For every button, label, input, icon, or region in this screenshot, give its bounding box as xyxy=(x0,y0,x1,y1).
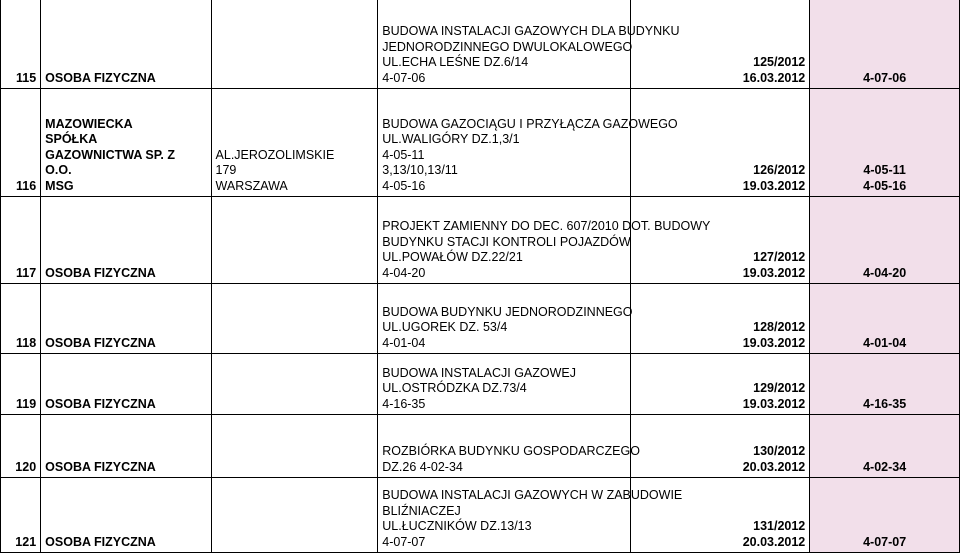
district-cell xyxy=(810,478,960,553)
investor-cell xyxy=(41,354,211,415)
district-cell xyxy=(810,354,960,415)
cell-line: 4-07-07 xyxy=(382,534,426,549)
district-cell xyxy=(810,284,960,354)
decision-cell xyxy=(631,0,810,89)
cell-line: MSG xyxy=(45,178,74,193)
investor-cell xyxy=(41,0,211,89)
address-cell xyxy=(211,415,378,478)
cell-line: 4-16-35 xyxy=(382,396,426,411)
district-cell xyxy=(810,415,960,478)
cell-line: GAZOWNICTWA SP. Z xyxy=(45,147,176,162)
cell-line: O.O. xyxy=(45,163,72,177)
cell-line: 130/2012 xyxy=(753,444,806,458)
cell-line: 126/2012 xyxy=(753,163,806,177)
cell-line: 4-05-11 xyxy=(863,163,906,177)
cell-line: 4-07-07 xyxy=(863,534,907,549)
cell-line: AL.JEROZOLIMSKIE xyxy=(215,147,335,162)
cell-line: 4-05-16 xyxy=(382,178,426,193)
cell-line: BUDOWA INSTALACJI GAZOWYCH DLA BUDYNKU xyxy=(382,24,680,38)
table-row xyxy=(1,415,960,478)
address-cell xyxy=(211,197,378,284)
investor-cell xyxy=(41,478,211,553)
table-row xyxy=(1,197,960,284)
cell-line: 3,13/10,13/11 xyxy=(382,163,458,177)
cell-line: 4-16-35 xyxy=(863,396,907,411)
decision-cell xyxy=(631,197,810,284)
cell-line: 179 xyxy=(215,163,237,177)
cell-line: 4-05-11 xyxy=(382,147,425,162)
cell-line: 4-02-34 xyxy=(863,459,907,474)
cell-line: OSOBA FIZYCZNA xyxy=(45,459,156,474)
decision-cell xyxy=(631,89,810,197)
cell-line: PROJEKT ZAMIENNY DO DEC. 607/2010 DOT. BUDOWY xyxy=(382,219,711,233)
investor-cell xyxy=(41,197,211,284)
cell-line: WARSZAWA xyxy=(215,178,288,193)
cell-line: 19.03.2012 xyxy=(742,265,806,280)
address-cell xyxy=(211,478,378,553)
cell-line: OSOBA FIZYCZNA xyxy=(45,265,156,280)
investor-cell xyxy=(41,284,211,354)
cell-line: 129/2012 xyxy=(753,381,806,395)
decision-cell xyxy=(631,415,810,478)
cell-line: 125/2012 xyxy=(753,55,806,69)
cell-line: BLIŹNIACZEJ xyxy=(382,503,461,518)
cell-line: 4-07-06 xyxy=(863,70,907,85)
cell-line: UL.WALIGÓRY DZ.1,3/1 xyxy=(382,132,520,146)
cell-line: 128/2012 xyxy=(753,320,806,334)
cell-line: 4-01-04 xyxy=(863,335,907,350)
cell-line: SPÓŁKA xyxy=(45,132,98,146)
description-cell xyxy=(378,354,631,415)
cell-line: OSOBA FIZYCZNA xyxy=(45,534,156,549)
description-cell xyxy=(378,284,631,354)
row-number: 118 xyxy=(1,284,41,354)
cell-line: UL.OSTRÓDZKA DZ.73/4 xyxy=(382,381,527,395)
cell-line: UL.UGOREK DZ. 53/4 xyxy=(382,320,508,334)
cell-line: 131/2012 xyxy=(753,519,806,533)
cell-line: UL.ECHA LEŚNE DZ.6/14 xyxy=(382,55,529,69)
cell-line: BUDYNKU STACJI KONTROLI POJAZDÓW xyxy=(382,234,631,249)
district-cell xyxy=(810,0,960,89)
description-cell xyxy=(378,197,711,284)
table-row xyxy=(1,478,960,553)
address-cell xyxy=(211,284,378,354)
description-cell xyxy=(378,0,680,89)
cell-line: 4-01-04 xyxy=(382,335,426,350)
cell-line: UL.POWAŁÓW DZ.22/21 xyxy=(382,250,523,264)
description-cell xyxy=(378,415,640,478)
cell-line: BUDOWA GAZOCIĄGU I PRZYŁĄCZA GAZOWEGO xyxy=(382,116,678,131)
cell-line: 19.03.2012 xyxy=(742,178,806,193)
cell-line: 4-05-16 xyxy=(863,178,907,193)
row-number: 115 xyxy=(1,0,41,89)
table-row xyxy=(1,0,960,89)
cell-line: BUDOWA INSTALACJI GAZOWEJ xyxy=(382,365,577,380)
investor-cell xyxy=(41,415,211,478)
decision-cell xyxy=(631,354,810,415)
table-row xyxy=(1,354,960,415)
cell-line: 4-04-20 xyxy=(382,265,426,280)
investor-cell xyxy=(41,89,211,197)
description-cell xyxy=(378,478,683,553)
cell-line: 19.03.2012 xyxy=(742,335,806,350)
cell-line: OSOBA FIZYCZNA xyxy=(45,396,156,411)
address-cell xyxy=(211,0,378,89)
cell-line: ROZBIÓRKA BUDYNKU GOSPODARCZEGO xyxy=(382,444,640,458)
district-cell xyxy=(810,89,960,197)
cell-line: 4-07-06 xyxy=(382,70,426,85)
district-cell xyxy=(810,197,960,284)
row-number: 117 xyxy=(1,197,41,284)
cell-line: DZ.26 4-02-34 xyxy=(382,459,463,474)
cell-line: 4-04-20 xyxy=(863,265,907,280)
cell-line: OSOBA FIZYCZNA xyxy=(45,335,156,350)
cell-line: 127/2012 xyxy=(753,250,806,264)
row-number: 121 xyxy=(1,478,41,553)
description-cell xyxy=(378,89,678,197)
row-number: 116 xyxy=(1,89,41,197)
row-number: 120 xyxy=(1,415,41,478)
cell-line: BUDOWA BUDYNKU JEDNORODZINNEGO xyxy=(382,304,633,319)
cell-line: UL.ŁUCZNIKÓW DZ.13/13 xyxy=(382,519,532,533)
row-number: 119 xyxy=(1,354,41,415)
table-row xyxy=(1,284,960,354)
address-cell xyxy=(211,89,378,197)
decision-cell xyxy=(631,284,810,354)
cell-line: 20.03.2012 xyxy=(742,534,806,549)
address-cell xyxy=(211,354,378,415)
cell-line: JEDNORODZINNEGO DWULOKALOWEGO xyxy=(382,39,633,54)
cell-line: 20.03.2012 xyxy=(742,459,806,474)
table-row xyxy=(1,89,960,197)
cell-line: OSOBA FIZYCZNA xyxy=(45,70,156,85)
cell-line: BUDOWA INSTALACJI GAZOWYCH W ZABUDOWIE xyxy=(382,488,683,502)
permits-table-body xyxy=(1,0,960,553)
cell-line: 16.03.2012 xyxy=(742,70,806,85)
cell-line: MAZOWIECKA xyxy=(45,116,133,131)
cell-line: 19.03.2012 xyxy=(742,396,806,411)
